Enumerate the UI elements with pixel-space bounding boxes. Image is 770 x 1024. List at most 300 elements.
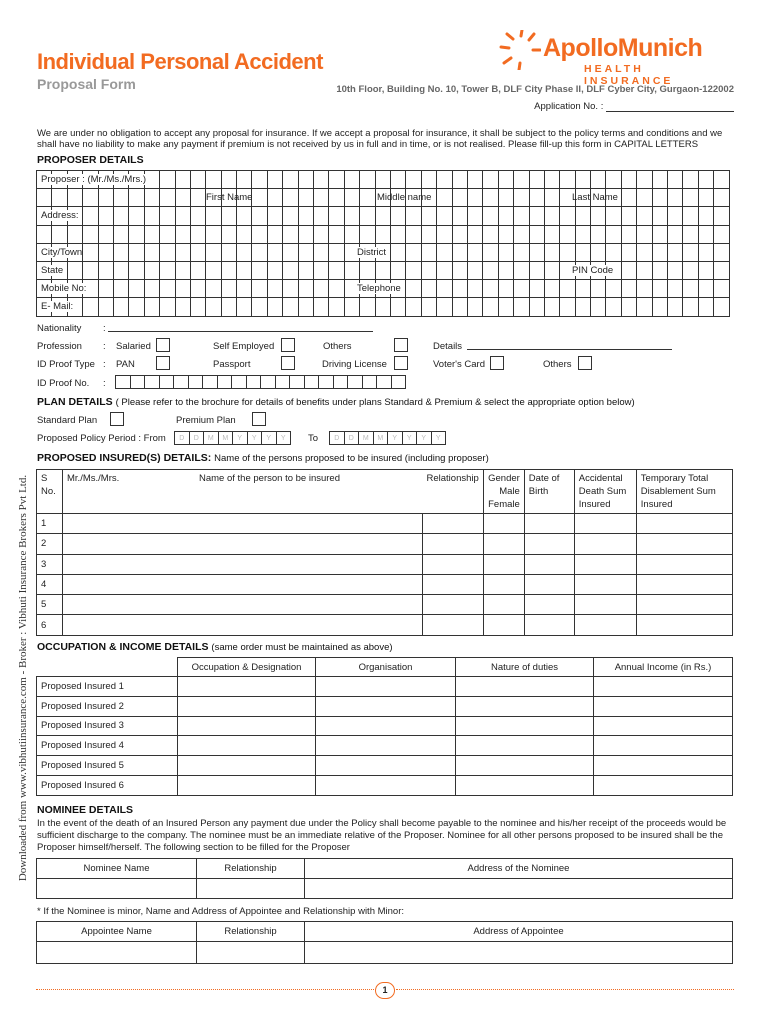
insured-cell[interactable] [63, 534, 423, 554]
char-box[interactable] [375, 261, 390, 279]
id-char-box[interactable] [159, 375, 175, 389]
char-box[interactable] [129, 189, 144, 207]
char-box[interactable] [668, 207, 683, 225]
char-box[interactable] [390, 225, 405, 243]
char-box[interactable] [437, 243, 452, 261]
char-box[interactable] [221, 171, 236, 189]
char-box[interactable] [98, 243, 113, 261]
insured-cell[interactable] [636, 615, 732, 635]
char-box[interactable] [375, 171, 390, 189]
insured-cell[interactable] [423, 554, 484, 574]
date-char-box[interactable]: Y [276, 431, 292, 445]
occupation-cell[interactable] [456, 677, 594, 697]
char-box[interactable] [252, 171, 267, 189]
char-box[interactable] [406, 171, 421, 189]
application-number-field[interactable] [606, 102, 734, 112]
char-box[interactable] [498, 207, 513, 225]
char-box[interactable] [160, 280, 175, 298]
char-box[interactable] [560, 207, 575, 225]
occupation-cell[interactable] [178, 775, 316, 795]
id-char-box[interactable] [202, 375, 218, 389]
char-box[interactable] [652, 207, 667, 225]
char-box[interactable] [437, 298, 452, 316]
char-box[interactable] [221, 261, 236, 279]
char-box[interactable] [452, 298, 467, 316]
char-box[interactable] [652, 261, 667, 279]
char-box[interactable] [575, 207, 590, 225]
char-box[interactable] [267, 225, 282, 243]
char-box[interactable] [113, 225, 128, 243]
char-box[interactable] [437, 207, 452, 225]
char-box[interactable] [467, 261, 482, 279]
char-box[interactable] [206, 207, 221, 225]
char-box[interactable] [529, 243, 544, 261]
char-box[interactable] [637, 280, 652, 298]
char-box[interactable] [190, 261, 205, 279]
char-box[interactable] [498, 298, 513, 316]
char-box[interactable] [621, 261, 636, 279]
char-box[interactable] [129, 261, 144, 279]
char-box[interactable] [421, 171, 436, 189]
char-box[interactable] [421, 225, 436, 243]
char-box[interactable] [252, 225, 267, 243]
char-box[interactable] [160, 225, 175, 243]
char-box[interactable] [206, 225, 221, 243]
char-box[interactable] [144, 261, 159, 279]
char-box[interactable] [483, 298, 498, 316]
char-box[interactable] [298, 243, 313, 261]
char-box[interactable] [606, 298, 621, 316]
char-box[interactable] [698, 171, 713, 189]
char-box[interactable] [298, 171, 313, 189]
char-box[interactable] [267, 189, 282, 207]
insured-cell[interactable] [524, 574, 574, 594]
char-box[interactable] [498, 243, 513, 261]
char-box[interactable] [406, 261, 421, 279]
char-box[interactable] [529, 171, 544, 189]
period-to-date[interactable] [329, 431, 445, 445]
char-box[interactable] [237, 280, 252, 298]
insured-cell[interactable] [423, 595, 484, 615]
insured-cell[interactable] [524, 514, 574, 534]
occupation-cell[interactable] [594, 775, 733, 795]
insured-cell[interactable] [63, 595, 423, 615]
char-box[interactable] [529, 207, 544, 225]
char-box[interactable] [467, 171, 482, 189]
self-employed-checkbox[interactable] [281, 338, 295, 352]
char-box[interactable] [575, 298, 590, 316]
char-box[interactable] [283, 171, 298, 189]
occupation-cell[interactable] [316, 736, 456, 756]
char-box[interactable] [452, 243, 467, 261]
char-box[interactable] [252, 189, 267, 207]
date-char-box[interactable]: M [218, 431, 234, 445]
id-others-checkbox[interactable] [578, 356, 592, 370]
char-box[interactable] [591, 225, 606, 243]
char-box[interactable] [329, 261, 344, 279]
char-box[interactable] [421, 261, 436, 279]
char-box[interactable] [621, 171, 636, 189]
date-char-box[interactable]: Y [387, 431, 403, 445]
char-box[interactable] [129, 225, 144, 243]
char-box[interactable] [514, 207, 529, 225]
occupation-cell[interactable] [456, 716, 594, 736]
char-box[interactable] [467, 189, 482, 207]
char-box[interactable] [668, 189, 683, 207]
occupation-cell[interactable] [316, 677, 456, 697]
char-box[interactable] [529, 225, 544, 243]
occupation-cell[interactable] [594, 696, 733, 716]
char-box[interactable] [298, 207, 313, 225]
char-box[interactable] [544, 298, 559, 316]
char-box[interactable] [483, 243, 498, 261]
appointee-relationship-field[interactable] [197, 942, 305, 964]
char-box[interactable] [190, 171, 205, 189]
char-box[interactable] [668, 225, 683, 243]
char-box[interactable] [606, 171, 621, 189]
date-char-box[interactable]: M [203, 431, 219, 445]
char-box[interactable] [113, 280, 128, 298]
char-box[interactable] [329, 207, 344, 225]
char-box[interactable] [437, 225, 452, 243]
char-box[interactable] [113, 261, 128, 279]
insured-cell[interactable] [483, 514, 524, 534]
char-box[interactable] [83, 261, 98, 279]
char-box[interactable] [283, 243, 298, 261]
char-box[interactable] [698, 261, 713, 279]
char-box[interactable] [113, 189, 128, 207]
char-box[interactable] [360, 298, 375, 316]
char-box[interactable] [160, 243, 175, 261]
char-box[interactable] [129, 207, 144, 225]
char-box[interactable] [314, 225, 329, 243]
char-box[interactable] [190, 280, 205, 298]
date-char-box[interactable]: D [174, 431, 190, 445]
char-box[interactable] [98, 225, 113, 243]
char-box[interactable] [544, 261, 559, 279]
char-box[interactable] [421, 207, 436, 225]
occupation-cell[interactable] [456, 775, 594, 795]
char-box[interactable] [406, 298, 421, 316]
insured-cell[interactable] [524, 595, 574, 615]
char-box[interactable] [175, 171, 190, 189]
date-char-box[interactable]: Y [261, 431, 277, 445]
id-char-box[interactable] [115, 375, 131, 389]
char-box[interactable] [514, 261, 529, 279]
char-box[interactable] [668, 243, 683, 261]
char-box[interactable] [483, 189, 498, 207]
char-box[interactable] [267, 280, 282, 298]
char-box[interactable] [591, 171, 606, 189]
char-box[interactable] [344, 189, 359, 207]
char-box[interactable] [67, 261, 82, 279]
char-box[interactable] [375, 225, 390, 243]
date-char-box[interactable]: Y [402, 431, 418, 445]
char-box[interactable] [698, 243, 713, 261]
char-box[interactable] [621, 189, 636, 207]
id-char-box[interactable] [217, 375, 233, 389]
char-box[interactable] [544, 243, 559, 261]
insured-cell[interactable] [483, 574, 524, 594]
char-box[interactable] [283, 225, 298, 243]
char-box[interactable] [714, 280, 729, 298]
id-char-box[interactable] [231, 375, 247, 389]
date-char-box[interactable]: D [189, 431, 205, 445]
char-box[interactable] [514, 280, 529, 298]
char-box[interactable] [360, 171, 375, 189]
char-box[interactable] [98, 261, 113, 279]
char-box[interactable] [190, 225, 205, 243]
insured-cell[interactable] [636, 574, 732, 594]
pan-checkbox[interactable] [156, 356, 170, 370]
char-box[interactable] [560, 171, 575, 189]
char-box[interactable] [206, 280, 221, 298]
char-box[interactable] [160, 261, 175, 279]
char-box[interactable] [267, 243, 282, 261]
char-box[interactable] [591, 298, 606, 316]
char-box[interactable] [544, 189, 559, 207]
occupation-cell[interactable] [594, 756, 733, 776]
insured-cell[interactable] [423, 534, 484, 554]
insured-cell[interactable] [483, 595, 524, 615]
id-char-box[interactable] [347, 375, 363, 389]
char-box[interactable] [683, 280, 698, 298]
char-box[interactable] [129, 280, 144, 298]
char-box[interactable] [467, 225, 482, 243]
char-box[interactable] [498, 280, 513, 298]
id-char-box[interactable] [173, 375, 189, 389]
char-box[interactable] [329, 243, 344, 261]
char-box[interactable] [698, 189, 713, 207]
insured-cell[interactable] [483, 534, 524, 554]
char-box[interactable] [175, 207, 190, 225]
char-box[interactable] [714, 243, 729, 261]
char-box[interactable] [98, 207, 113, 225]
char-box[interactable] [144, 298, 159, 316]
char-box[interactable] [314, 280, 329, 298]
char-box[interactable] [421, 298, 436, 316]
insured-cell[interactable] [524, 615, 574, 635]
char-box[interactable] [221, 243, 236, 261]
char-box[interactable] [698, 298, 713, 316]
insured-cell[interactable] [524, 554, 574, 574]
char-box[interactable] [698, 280, 713, 298]
occupation-cell[interactable] [178, 696, 316, 716]
char-box[interactable] [52, 225, 67, 243]
date-char-box[interactable]: D [344, 431, 360, 445]
char-box[interactable] [206, 171, 221, 189]
char-box[interactable] [544, 225, 559, 243]
id-char-box[interactable] [289, 375, 305, 389]
date-char-box[interactable]: M [358, 431, 374, 445]
char-box[interactable] [591, 207, 606, 225]
char-box[interactable] [221, 298, 236, 316]
char-box[interactable] [514, 243, 529, 261]
char-box[interactable] [452, 189, 467, 207]
char-box[interactable] [714, 171, 729, 189]
insured-cell[interactable] [483, 615, 524, 635]
char-box[interactable] [637, 207, 652, 225]
char-box[interactable] [267, 261, 282, 279]
id-char-box[interactable] [275, 375, 291, 389]
char-box[interactable] [314, 171, 329, 189]
char-box[interactable] [314, 243, 329, 261]
char-box[interactable] [113, 207, 128, 225]
insured-cell[interactable] [423, 514, 484, 534]
char-box[interactable] [406, 280, 421, 298]
char-box[interactable] [129, 298, 144, 316]
char-box[interactable] [529, 261, 544, 279]
char-box[interactable] [683, 171, 698, 189]
char-box[interactable] [283, 298, 298, 316]
char-box[interactable] [452, 261, 467, 279]
nationality-field[interactable] [108, 331, 373, 332]
char-box[interactable] [144, 243, 159, 261]
char-box[interactable] [360, 189, 375, 207]
insured-cell[interactable] [423, 574, 484, 594]
char-box[interactable] [483, 261, 498, 279]
char-box[interactable] [329, 298, 344, 316]
char-box[interactable] [175, 189, 190, 207]
char-box[interactable] [437, 261, 452, 279]
occupation-cell[interactable] [456, 736, 594, 756]
char-box[interactable] [637, 298, 652, 316]
char-box[interactable] [637, 243, 652, 261]
char-box[interactable] [37, 225, 52, 243]
char-box[interactable] [360, 207, 375, 225]
standard-plan-checkbox[interactable] [110, 412, 124, 426]
date-char-box[interactable]: Y [247, 431, 263, 445]
salaried-checkbox[interactable] [156, 338, 170, 352]
occupation-cell[interactable] [316, 696, 456, 716]
period-from-date[interactable] [174, 431, 290, 445]
char-box[interactable] [621, 298, 636, 316]
occupation-cell[interactable] [456, 696, 594, 716]
char-box[interactable] [144, 225, 159, 243]
insured-cell[interactable] [574, 534, 636, 554]
char-box[interactable] [637, 261, 652, 279]
char-box[interactable] [668, 261, 683, 279]
nominee-name-field[interactable] [37, 879, 197, 899]
id-char-box[interactable] [391, 375, 407, 389]
occupation-cell[interactable] [316, 716, 456, 736]
char-box[interactable] [498, 189, 513, 207]
id-char-box[interactable] [188, 375, 204, 389]
char-box[interactable] [652, 189, 667, 207]
char-box[interactable] [175, 280, 190, 298]
char-box[interactable] [314, 298, 329, 316]
insured-cell[interactable] [636, 534, 732, 554]
id-char-box[interactable] [376, 375, 392, 389]
char-box[interactable] [283, 207, 298, 225]
char-box[interactable] [390, 171, 405, 189]
char-box[interactable] [390, 261, 405, 279]
date-char-box[interactable]: Y [232, 431, 248, 445]
occupation-cell[interactable] [178, 677, 316, 697]
char-box[interactable] [390, 207, 405, 225]
char-box[interactable] [668, 171, 683, 189]
char-box[interactable] [252, 298, 267, 316]
char-box[interactable] [206, 261, 221, 279]
nominee-address-field[interactable] [305, 879, 733, 899]
char-box[interactable] [390, 298, 405, 316]
char-box[interactable] [52, 189, 67, 207]
insured-cell[interactable] [636, 514, 732, 534]
details-field[interactable] [467, 349, 672, 350]
char-box[interactable] [498, 261, 513, 279]
char-box[interactable] [652, 280, 667, 298]
char-box[interactable] [267, 298, 282, 316]
char-box[interactable] [237, 298, 252, 316]
char-box[interactable] [175, 225, 190, 243]
passport-checkbox[interactable] [281, 356, 295, 370]
char-box[interactable] [221, 280, 236, 298]
char-box[interactable] [560, 225, 575, 243]
char-box[interactable] [406, 207, 421, 225]
char-box[interactable] [206, 298, 221, 316]
char-box[interactable] [329, 189, 344, 207]
char-box[interactable] [514, 171, 529, 189]
char-box[interactable] [283, 261, 298, 279]
char-box[interactable] [452, 280, 467, 298]
char-box[interactable] [560, 280, 575, 298]
char-box[interactable] [621, 207, 636, 225]
char-box[interactable] [144, 207, 159, 225]
char-box[interactable] [560, 243, 575, 261]
char-box[interactable] [698, 207, 713, 225]
char-box[interactable] [714, 261, 729, 279]
char-box[interactable] [606, 280, 621, 298]
char-box[interactable] [360, 225, 375, 243]
char-box[interactable] [467, 243, 482, 261]
char-box[interactable] [421, 280, 436, 298]
char-box[interactable] [175, 243, 190, 261]
char-box[interactable] [175, 261, 190, 279]
char-box[interactable] [529, 189, 544, 207]
char-box[interactable] [575, 225, 590, 243]
occupation-cell[interactable] [594, 716, 733, 736]
char-box[interactable] [83, 225, 98, 243]
occupation-cell[interactable] [316, 756, 456, 776]
char-box[interactable] [252, 280, 267, 298]
occupation-cell[interactable] [178, 736, 316, 756]
char-box[interactable] [190, 243, 205, 261]
date-char-box[interactable]: M [373, 431, 389, 445]
char-box[interactable] [652, 225, 667, 243]
char-box[interactable] [160, 189, 175, 207]
char-box[interactable] [190, 207, 205, 225]
char-box[interactable] [683, 261, 698, 279]
appointee-name-field[interactable] [37, 942, 197, 964]
insured-cell[interactable] [574, 554, 636, 574]
char-box[interactable] [113, 243, 128, 261]
char-box[interactable] [390, 243, 405, 261]
others-checkbox[interactable] [394, 338, 408, 352]
voters-card-checkbox[interactable] [490, 356, 504, 370]
char-box[interactable] [683, 189, 698, 207]
date-char-box[interactable]: Y [416, 431, 432, 445]
insured-cell[interactable] [423, 615, 484, 635]
char-box[interactable] [683, 207, 698, 225]
char-box[interactable] [714, 189, 729, 207]
char-box[interactable] [283, 189, 298, 207]
char-box[interactable] [606, 225, 621, 243]
char-box[interactable] [452, 207, 467, 225]
char-box[interactable] [652, 243, 667, 261]
char-box[interactable] [437, 189, 452, 207]
char-box[interactable] [298, 298, 313, 316]
char-box[interactable] [237, 171, 252, 189]
